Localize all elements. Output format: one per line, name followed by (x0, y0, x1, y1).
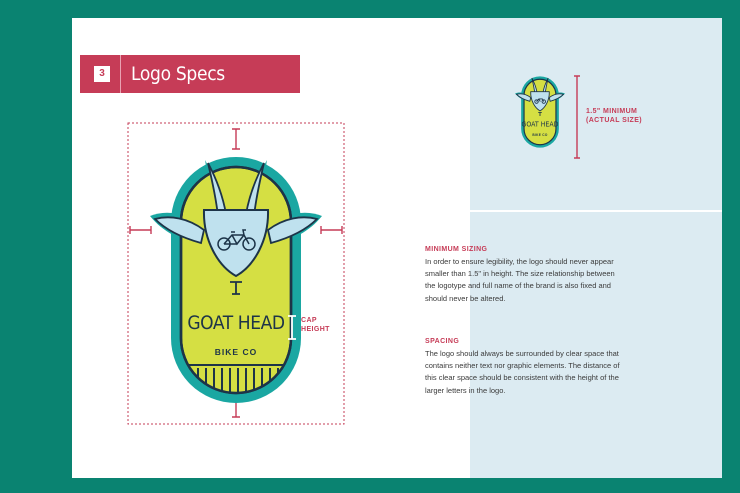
cap-height-label-line2: HEIGHT (301, 326, 330, 333)
spacing-body: The logo should always be surrounded by clear space that contains neither text nor graphic elements. The distance of this clear space should be consistent with the height of the larger letters in the logo. (425, 349, 620, 395)
spacing-block (425, 338, 625, 397)
small-logo-subline: BIKE CO (532, 132, 548, 137)
logo-subline: BIKE CO (214, 347, 258, 357)
min-size-label-line2: (ACTUAL SIZE) (586, 117, 643, 124)
small-logo (515, 76, 565, 147)
logo-wordmark: GOAT HEAD (187, 312, 285, 334)
cap-height-label-line1: CAP (301, 317, 317, 324)
min-size-label-line1: 1.5" MINIMUM (586, 108, 638, 115)
section-number: 3 (94, 66, 110, 82)
cap-height-label (301, 316, 330, 334)
minimum-sizing-block (425, 246, 625, 305)
spacing-heading: SPACING (425, 338, 460, 345)
small-logo-wordmark: GOAT HEAD (521, 120, 559, 129)
logo-inner-shape (181, 167, 291, 393)
minimum-sizing-heading: MINIMUM SIZING (425, 246, 488, 253)
minimum-sizing-body: In order to ensure legibility, the logo should never appear smaller than 1.5" in height. The size relationship between the logotype and full name of the brand is also fixed and should never be altered. (425, 257, 615, 303)
section-title: Logo Specs (131, 63, 225, 85)
min-size-marker (574, 76, 580, 158)
min-size-label (586, 107, 642, 125)
